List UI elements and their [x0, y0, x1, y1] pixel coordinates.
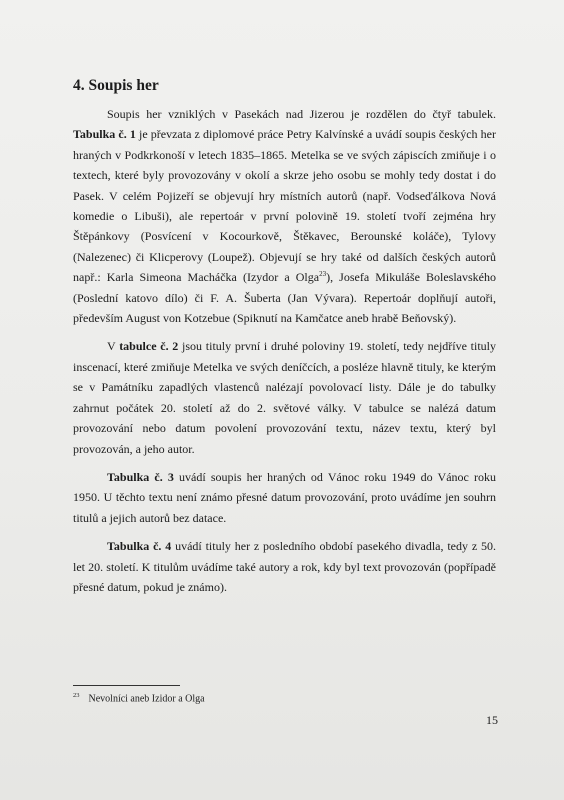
paragraph-text: je převzata z diplomové práce Petry Kalvínské a uvádí soupis českých her hraných v Podkrkonoší v letech 1835–1865. Metelka se ve svých zápiscích zmiňuje i o textech, které byly provozovány v okolí a skrze jeho osobu se mohly tedy dostat i do Pasek. V celém Pojizeří se objevují hry místních autorů (např. Vodseďálkova Nová komedie o Libuši), ale repertoár v první polovině 19. století tvoří zejména hry Štěpánkovy (Posvícení v Kocourkově, Štěkavec, Berounské koláče), Tylovy (Nalezenec) či Klicperovy (Loupež). Objevují se hry také od dalších českých autorů např.: Karla Simeona Macháčka (Izydor a Olga — [73, 127, 496, 285]
footnote-divider — [73, 685, 180, 686]
footnote-text: Nevolníci aneb Izidor a Olga — [88, 693, 205, 705]
page-number: 15 — [486, 713, 498, 727]
paragraph-text: V — [107, 339, 120, 354]
paragraph-text: uvádí tituly her z posledního období pasekého divadla, tedy z 50. let 20. století. K titulům uvádíme také autory a rok, kdy byl text provozován (popřípadě přesné datum, pokud je známo). — [73, 539, 496, 594]
footnote-reference: 23 — [319, 270, 327, 279]
footnote — [73, 692, 205, 704]
table-reference: Tabulka č. 1 — [73, 127, 136, 142]
paragraph-4 — [73, 536, 496, 597]
paragraph-2 — [73, 336, 496, 458]
table-reference: tabulce č. 2 — [119, 339, 179, 354]
body-text — [73, 104, 496, 605]
paragraph-3 — [73, 467, 496, 528]
section-heading: 4. Soupis her — [73, 77, 159, 94]
paragraph-1 — [73, 104, 496, 328]
paragraph-text: jsou tituly první i druhé poloviny 19. století, tedy nejdříve tituly inscenací, které zmiňuje Metelka ve svých deníčcích, a posléze hlavně tituly, ke kterým se v Památníku zapadlých vlastenců nalézají povolovací listy. Dále je do tabulky zahrnut počátek 20. století až do 2. světové války. V tabulce se nalézá datum provozování nebo datum povolení provozování textu, název textu, který byl provozován, a jeho autor. — [73, 339, 497, 456]
paragraph-text: Soupis her vzniklých v Pasekách nad Jizerou je rozdělen do čtyř tabulek. — [107, 107, 496, 121]
table-reference: Tabulka č. 3 — [107, 469, 174, 484]
paragraph-text: ), Josefa Mikuláše Boleslavského (Poslední katovo dílo) či F. A. Šuberta (Jan Vývara). Repertoár doplňují autoři, především August von Kotzebue (Spiknutí na Kamčatce aneb hrabě Beňovský). — [73, 270, 496, 326]
paragraph-text: uvádí soupis her hraných od Vánoc roku 1949 do Vánoc roku 1950. U těchto textu není známo přesné datum provozování, proto uvádíme jen souhrn titulů a jejich autorů bez datace. — [73, 469, 497, 525]
footnote-number: 23 — [73, 692, 80, 699]
table-reference: Tabulka č. 4 — [107, 539, 172, 554]
